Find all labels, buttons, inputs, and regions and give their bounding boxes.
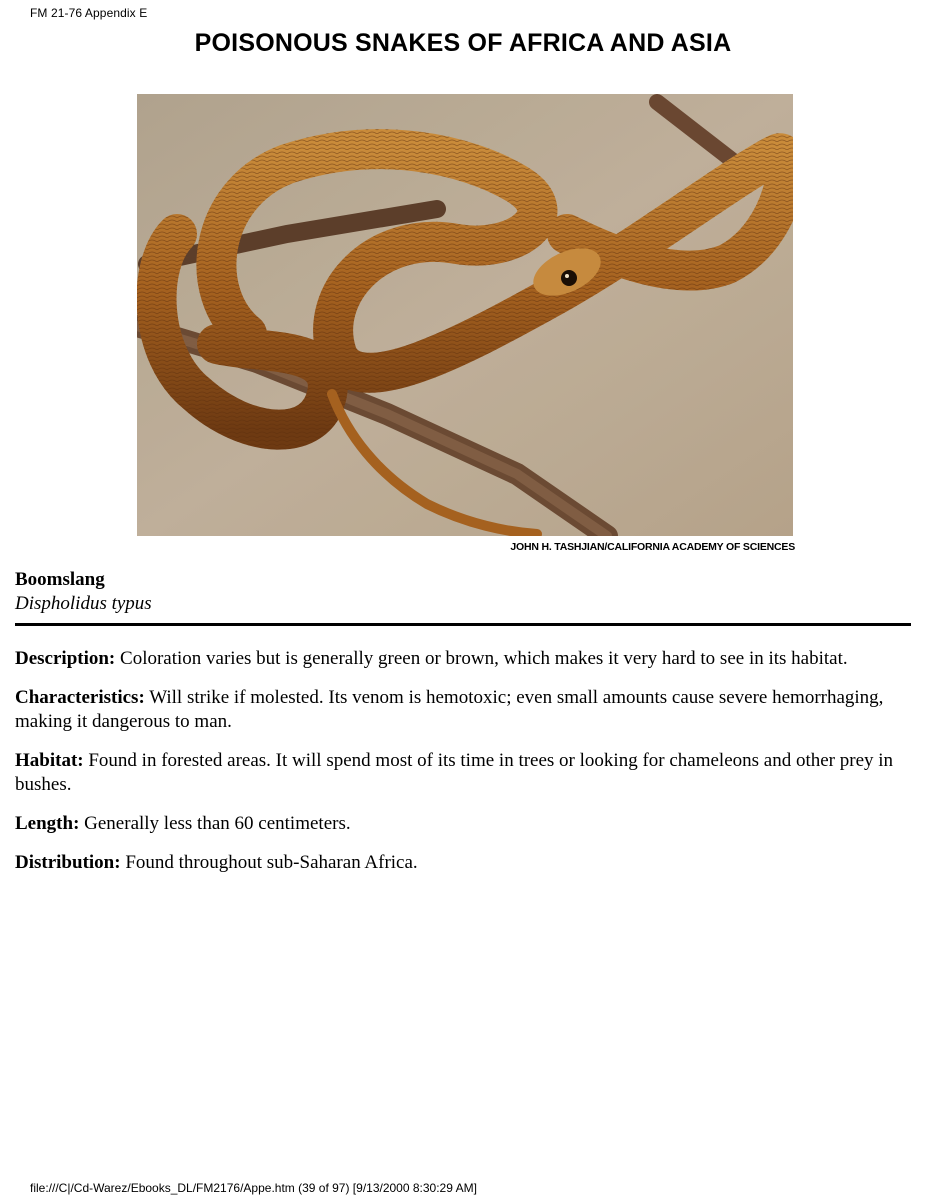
section-divider [15,623,911,626]
distribution-paragraph [15,851,895,875]
habitat-label: Habitat: [15,750,84,771]
distribution-text: Found throughout sub-Saharan Africa. [120,852,418,873]
characteristics-label: Characteristics: [15,687,145,708]
characteristics-text: Will strike if molested. Its venom is hemotoxic; even small amounts cause severe hemorrhaging, making it dangerous to man. [15,687,884,732]
description-paragraph [15,647,895,671]
snake-photo [137,94,793,536]
length-paragraph [15,812,895,836]
page-header-reference: FM 21-76 Appendix E [30,6,148,20]
length-text: Generally less than 60 centimeters. [79,813,351,834]
page-footer-path: file:///C|/Cd-Warez/Ebooks_DL/FM2176/Appe.htm (39 of 97) [9/13/2000 8:30:29 AM] [30,1181,477,1195]
species-scientific-name: Dispholidus typus [15,593,152,614]
species-common-name: Boomslang [15,569,105,590]
page-title: POISONOUS SNAKES OF AFRICA AND ASIA [194,29,732,57]
species-details [15,647,895,890]
species-heading [15,568,152,616]
characteristics-paragraph [15,686,895,734]
habitat-text: Found in forested areas. It will spend most of its time in trees or looking for chameleons and other prey in bushes. [15,750,894,795]
description-text: Coloration varies but is generally green or brown, which makes it very hard to see in its habitat. [115,648,848,669]
distribution-label: Distribution: [15,852,121,873]
description-label: Description: [15,648,116,669]
habitat-paragraph [15,749,895,797]
length-label: Length: [15,813,80,834]
photo-credit: JOHN H. TASHJIAN/CALIFORNIA ACADEMY OF SCIENCES [510,541,795,553]
